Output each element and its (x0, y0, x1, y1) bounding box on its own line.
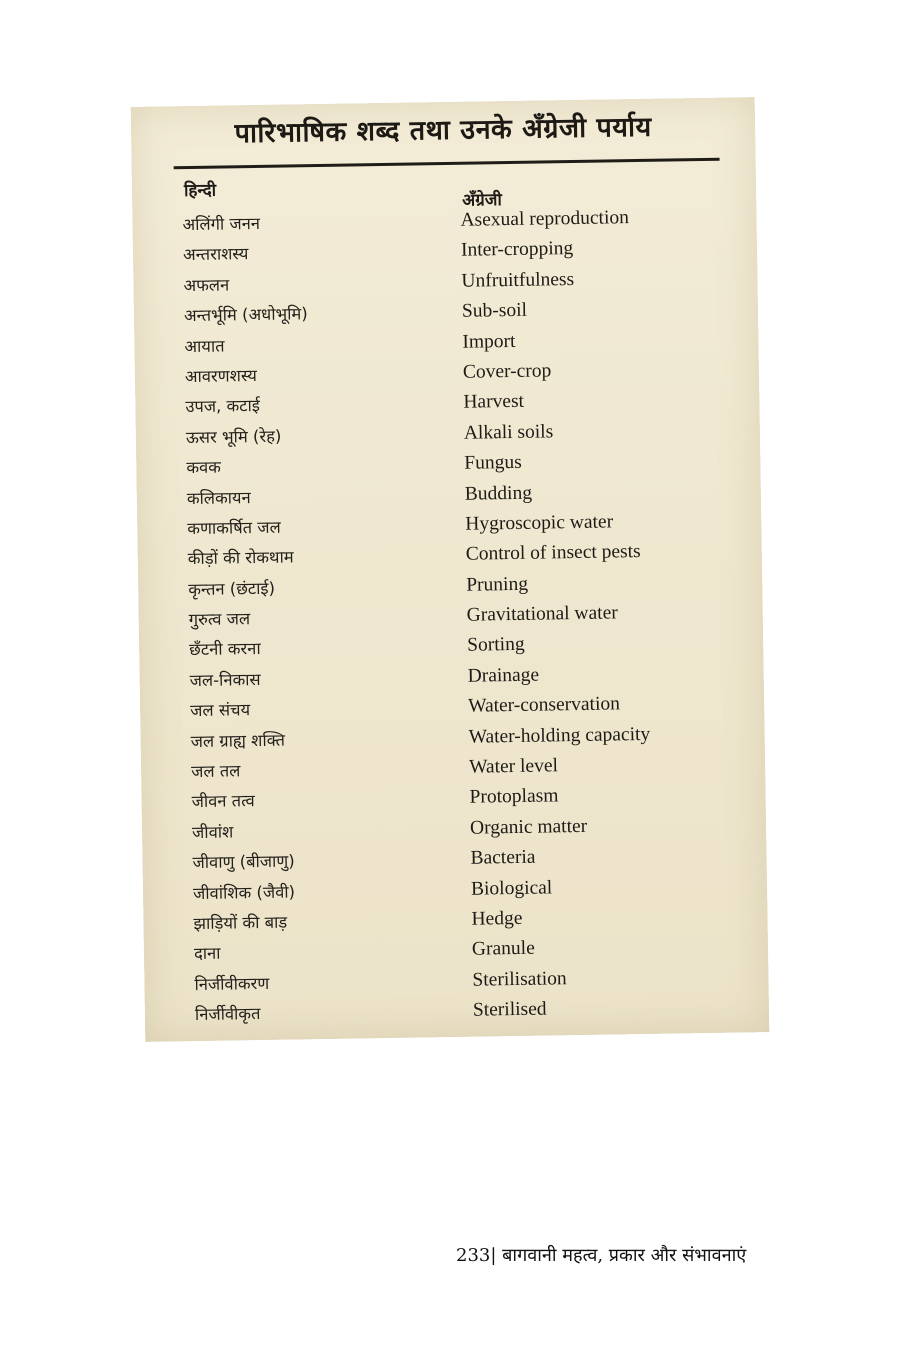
english-term: Budding (464, 482, 533, 505)
hindi-term: अलिंगी जनन (182, 213, 261, 235)
title-rule (174, 158, 720, 170)
hindi-term: निर्जीवीकरण (194, 973, 270, 994)
hindi-term: अन्तराशस्य (182, 244, 249, 265)
english-term: Sterilisation (472, 967, 567, 991)
hindi-term: कणाकर्षित जल (187, 517, 281, 539)
english-term: Granule (471, 938, 535, 961)
hindi-term: उपज, कटाई (185, 396, 261, 417)
english-term: Harvest (463, 391, 525, 414)
hindi-term: गुरुत्व जल (188, 609, 251, 630)
english-term: Bacteria (470, 846, 536, 869)
english-term: Control of insect pests (465, 541, 641, 566)
hindi-term: आवरणशस्य (184, 365, 258, 387)
english-term: Asexual reproduction (460, 207, 630, 231)
english-term: Import (462, 330, 516, 353)
english-term: Sorting (467, 634, 525, 657)
hindi-term: जल-निकास (189, 669, 261, 690)
hindi-term: अफलन (183, 275, 230, 295)
hindi-term: झाड़ियों की बाड़ (193, 912, 288, 934)
hindi-term: आयात (184, 336, 225, 356)
hindi-term: अन्तर्भूमि (अधोभूमि) (183, 304, 308, 326)
hindi-term: कृन्तन (छंटाई) (188, 578, 276, 599)
hindi-term: जीवांशिक (जैवी) (192, 882, 296, 903)
english-term: Hedge (471, 907, 523, 930)
hindi-term: निर्जीवीकृत (194, 1004, 261, 1025)
hindi-term: जल ग्राह्य शक्ति (190, 730, 286, 751)
english-term: Drainage (467, 664, 540, 687)
hindi-term: जीवन तत्व (191, 791, 255, 812)
english-term: Water-holding capacity (468, 723, 651, 748)
hindi-term: कीड़ों की रोकथाम (187, 547, 294, 569)
hindi-term: जीवाणु (बीजाणु) (192, 851, 295, 873)
hindi-term: जल संचय (190, 700, 251, 721)
english-term: Protoplasm (469, 785, 559, 809)
english-term: Gravitational water (466, 602, 618, 626)
english-term: Pruning (466, 573, 529, 596)
english-term: Sub-soil (461, 299, 528, 322)
glossary-list (132, 203, 769, 1033)
page-title: पारिभाषिक शब्द तथा उनके अँग्रेजी पर्याय (234, 111, 652, 150)
hindi-term: दाना (193, 944, 221, 964)
english-term: Water level (468, 755, 559, 778)
scanned-page (131, 97, 770, 1042)
english-term: Unfruitfulness (461, 268, 575, 292)
hindi-term: जीवांश (191, 822, 234, 842)
english-term: Sterilised (472, 998, 547, 1021)
hindi-term: ऊसर भूमि (रेह) (185, 426, 282, 447)
english-term: Hygroscopic water (465, 511, 614, 535)
english-term: Inter-cropping (460, 238, 574, 262)
english-term: Alkali soils (463, 421, 554, 444)
english-term: Cover-crop (462, 360, 552, 383)
hindi-term: जल तल (190, 761, 241, 782)
english-term: Water-conservation (467, 693, 621, 717)
hindi-term: कलिकायन (186, 487, 251, 508)
hindi-term: कवक (186, 457, 222, 478)
english-term: Organic matter (469, 815, 588, 839)
hindi-column-header: हिन्दी (183, 180, 217, 202)
hindi-term: छँटनी करना (189, 639, 261, 660)
english-column-header: अँग्रेजी (462, 190, 502, 211)
english-term: Fungus (464, 451, 522, 474)
english-term: Biological (470, 877, 553, 900)
page-footer: 233| बागवानी महत्व, प्रकार और संभावनाएं (456, 1245, 747, 1266)
